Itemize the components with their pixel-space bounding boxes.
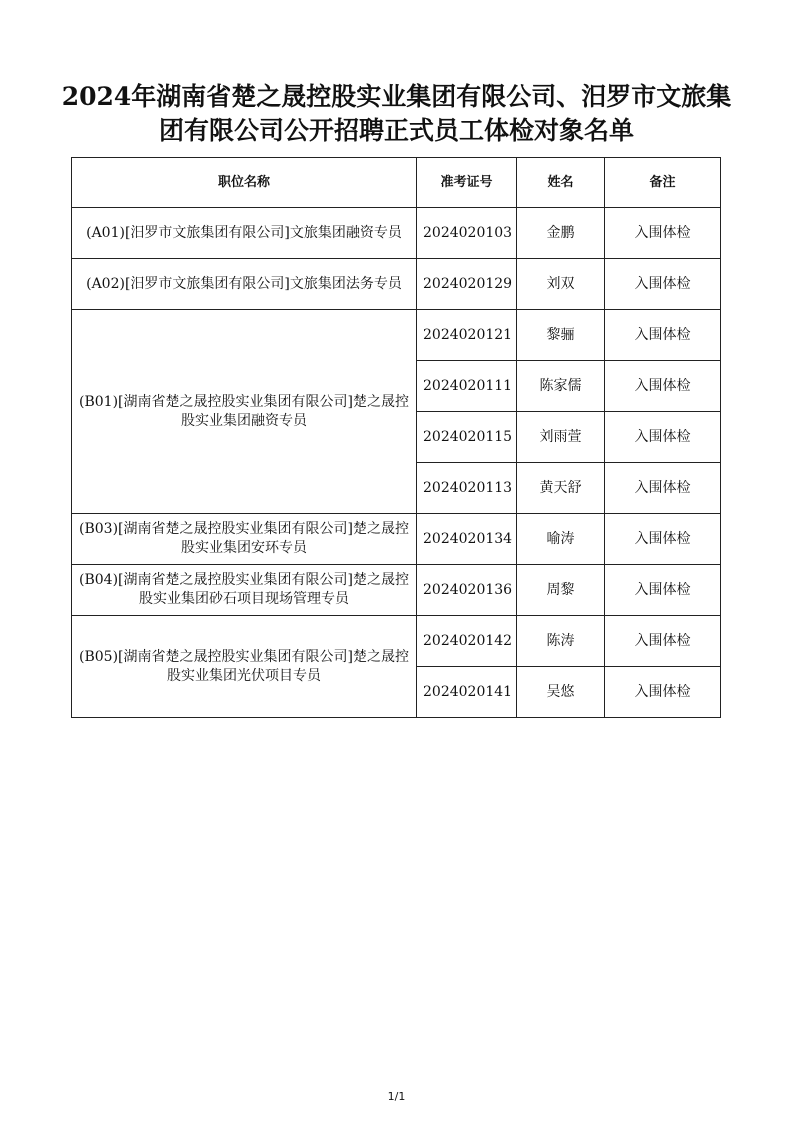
table-row <box>72 310 721 361</box>
exam-no-cell: 2024020141 <box>417 667 517 718</box>
position-cell: (B01)[湖南省楚之晟控股实业集团有限公司]楚之晟控股实业集团融资专员 <box>72 310 417 514</box>
exam-no-cell: 2024020103 <box>417 208 517 259</box>
remark-cell: 入围体检 <box>605 514 721 565</box>
document-title <box>40 80 753 148</box>
header-exam-no: 准考证号 <box>417 158 517 208</box>
name-cell: 喻涛 <box>517 514 605 565</box>
remark-cell: 入围体检 <box>605 565 721 616</box>
exam-no-cell: 2024020121 <box>417 310 517 361</box>
name-cell: 吴悠 <box>517 667 605 718</box>
header-position: 职位名称 <box>72 158 417 208</box>
name-cell: 刘双 <box>517 259 605 310</box>
exam-no-cell: 2024020115 <box>417 412 517 463</box>
name-cell: 周黎 <box>517 565 605 616</box>
name-cell: 刘雨萱 <box>517 412 605 463</box>
position-cell: (B03)[湖南省楚之晟控股实业集团有限公司]楚之晟控股实业集团安环专员 <box>72 514 417 565</box>
table-row <box>72 616 721 667</box>
exam-no-cell: 2024020136 <box>417 565 517 616</box>
candidate-table <box>71 157 721 718</box>
position-cell: (B05)[湖南省楚之晟控股实业集团有限公司]楚之晟控股实业集团光伏项目专员 <box>72 616 417 718</box>
name-cell: 陈涛 <box>517 616 605 667</box>
remark-cell: 入围体检 <box>605 667 721 718</box>
table-row <box>72 565 721 616</box>
position-cell: (A01)[汨罗市文旅集团有限公司]文旅集团融资专员 <box>72 208 417 259</box>
position-cell: (A02)[汨罗市文旅集团有限公司]文旅集团法务专员 <box>72 259 417 310</box>
page-indicator: 1/1 <box>387 1090 406 1103</box>
remark-cell: 入围体检 <box>605 463 721 514</box>
remark-cell: 入围体检 <box>605 259 721 310</box>
table-header-row <box>72 158 721 208</box>
header-remark: 备注 <box>605 158 721 208</box>
remark-cell: 入围体检 <box>605 616 721 667</box>
table-row <box>72 259 721 310</box>
exam-no-cell: 2024020134 <box>417 514 517 565</box>
name-cell: 陈家儒 <box>517 361 605 412</box>
name-cell: 黄天舒 <box>517 463 605 514</box>
exam-no-cell: 2024020111 <box>417 361 517 412</box>
remark-cell: 入围体检 <box>605 208 721 259</box>
exam-no-cell: 2024020129 <box>417 259 517 310</box>
remark-cell: 入围体检 <box>605 310 721 361</box>
table-body <box>72 208 721 718</box>
name-cell: 黎骊 <box>517 310 605 361</box>
position-cell: (B04)[湖南省楚之晟控股实业集团有限公司]楚之晟控股实业集团砂石项目现场管理专员 <box>72 565 417 616</box>
remark-cell: 入围体检 <box>605 412 721 463</box>
title-line-2: 团有限公司公开招聘正式员工体检对象名单 <box>158 116 634 145</box>
header-name: 姓名 <box>517 158 605 208</box>
exam-no-cell: 2024020142 <box>417 616 517 667</box>
table-row <box>72 514 721 565</box>
name-cell: 金鹏 <box>517 208 605 259</box>
remark-cell: 入围体检 <box>605 361 721 412</box>
title-line-1: 2024年湖南省楚之晟控股实业集团有限公司、汨罗市文旅集 <box>61 82 732 111</box>
table-row <box>72 208 721 259</box>
exam-no-cell: 2024020113 <box>417 463 517 514</box>
